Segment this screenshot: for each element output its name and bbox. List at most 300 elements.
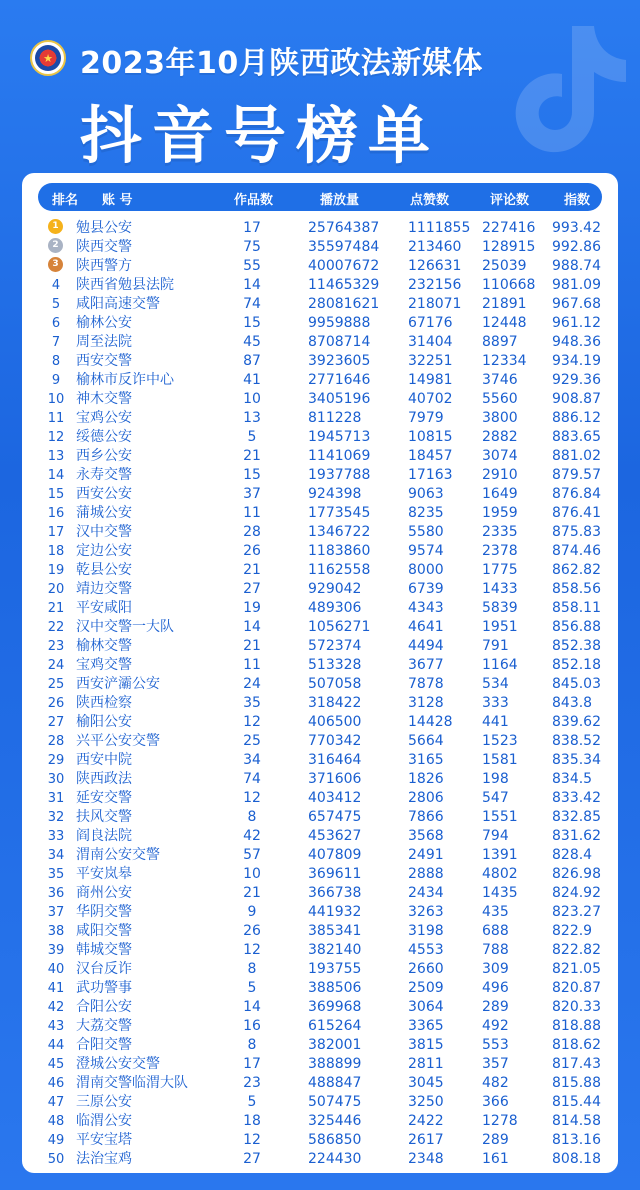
- works-cell: 5: [247, 1094, 257, 1110]
- rank-cell: 22: [47, 620, 65, 635]
- column-header-comments: 评论数: [490, 193, 530, 208]
- likes-cell: 3250: [408, 1094, 444, 1110]
- likes-cell: 31404: [408, 334, 453, 350]
- rank-cell: 14: [47, 468, 65, 483]
- plays-cell: 403412: [308, 790, 362, 806]
- comments-cell: 5560: [482, 391, 518, 407]
- plays-cell: 1056271: [308, 619, 371, 635]
- table-row: [22, 865, 618, 884]
- works-cell: 35: [243, 695, 261, 711]
- plays-cell: 615264: [308, 1018, 362, 1034]
- index-cell: 820.33: [552, 999, 601, 1015]
- plays-cell: 586850: [308, 1132, 362, 1148]
- account-name-cell: 神木交警: [76, 391, 132, 407]
- likes-cell: 1826: [408, 771, 444, 787]
- likes-cell: 7878: [408, 676, 444, 692]
- table-row: [22, 333, 618, 352]
- plays-cell: 224430: [308, 1151, 362, 1167]
- table-row: [22, 656, 618, 675]
- works-cell: 87: [243, 353, 261, 369]
- rank-cell: 18: [47, 544, 65, 559]
- rank-cell: 32: [47, 810, 65, 825]
- plays-cell: 924398: [308, 486, 362, 502]
- rank-cell: 36: [47, 886, 65, 901]
- table-row: [22, 846, 618, 865]
- comments-cell: 1435: [482, 885, 518, 901]
- comments-cell: 309: [482, 961, 509, 977]
- likes-cell: 2348: [408, 1151, 444, 1167]
- rank-cell: 47: [47, 1095, 65, 1110]
- index-cell: 948.36: [552, 334, 601, 350]
- comments-cell: 1551: [482, 809, 518, 825]
- likes-cell: 2422: [408, 1113, 444, 1129]
- plays-cell: 388506: [308, 980, 362, 996]
- plays-cell: 11465329: [308, 277, 380, 293]
- likes-cell: 3568: [408, 828, 444, 844]
- account-name-cell: 扶风交警: [76, 809, 132, 825]
- works-cell: 28: [243, 524, 261, 540]
- table-row: [22, 504, 618, 523]
- index-cell: 823.27: [552, 904, 601, 920]
- plays-cell: 453627: [308, 828, 362, 844]
- works-cell: 14: [243, 277, 261, 293]
- account-name-cell: 三原公安: [76, 1094, 132, 1110]
- likes-cell: 232156: [408, 277, 462, 293]
- account-name-cell: 韩城交警: [76, 942, 132, 958]
- index-cell: 845.03: [552, 676, 601, 692]
- table-row: [22, 561, 618, 580]
- account-name-cell: 靖边交警: [76, 581, 132, 597]
- page-title: 2023年10月陕西政法新媒体: [80, 46, 483, 81]
- table-row: [22, 1055, 618, 1074]
- plays-cell: 929042: [308, 581, 362, 597]
- likes-cell: 2434: [408, 885, 444, 901]
- table-row: [22, 675, 618, 694]
- comments-cell: 435: [482, 904, 509, 920]
- rank-cell: 33: [47, 829, 65, 844]
- works-cell: 8: [247, 809, 257, 825]
- comments-cell: 1433: [482, 581, 518, 597]
- works-cell: 12: [243, 714, 261, 730]
- index-cell: 961.12: [552, 315, 601, 331]
- plays-cell: 2771646: [308, 372, 371, 388]
- account-name-cell: 榆林市反诈中心: [76, 372, 174, 388]
- plays-cell: 1162558: [308, 562, 371, 578]
- comments-cell: 110668: [482, 277, 536, 293]
- works-cell: 27: [243, 581, 261, 597]
- rank-cell: 45: [47, 1057, 65, 1072]
- comments-cell: 128915: [482, 239, 536, 255]
- works-cell: 11: [243, 657, 261, 673]
- table-header: [38, 183, 602, 211]
- account-name-cell: 勉县公安: [76, 220, 132, 236]
- account-name-cell: 陕西警方: [76, 258, 132, 274]
- plays-cell: 489306: [308, 600, 362, 616]
- table-row: [22, 1093, 618, 1112]
- likes-cell: 4494: [408, 638, 444, 654]
- rank-cell: 34: [47, 848, 65, 863]
- table-row: [22, 694, 618, 713]
- rank-cell: 23: [47, 639, 65, 654]
- plays-cell: 40007672: [308, 258, 380, 274]
- comments-cell: 1775: [482, 562, 518, 578]
- comments-cell: 1391: [482, 847, 518, 863]
- comments-cell: 227416: [482, 220, 536, 236]
- index-cell: 813.16: [552, 1132, 601, 1148]
- likes-cell: 4641: [408, 619, 444, 635]
- works-cell: 26: [243, 923, 261, 939]
- works-cell: 10: [243, 866, 261, 882]
- comments-cell: 25039: [482, 258, 527, 274]
- likes-cell: 2491: [408, 847, 444, 863]
- plays-cell: 441932: [308, 904, 362, 920]
- likes-cell: 8000: [408, 562, 444, 578]
- column-header-rank: 排名: [52, 193, 79, 208]
- silver-medal-icon: 2: [48, 238, 63, 253]
- account-name-cell: 阎良法院: [76, 828, 132, 844]
- column-header-account: 账 号: [102, 193, 133, 208]
- account-name-cell: 汉台反诈: [76, 961, 132, 977]
- index-cell: 832.85: [552, 809, 601, 825]
- likes-cell: 17163: [408, 467, 453, 483]
- comments-cell: 12448: [482, 315, 527, 331]
- comments-cell: 4802: [482, 866, 518, 882]
- works-cell: 75: [243, 239, 261, 255]
- index-cell: 992.86: [552, 239, 601, 255]
- table-row: [22, 428, 618, 447]
- account-name-cell: 乾县公安: [76, 562, 132, 578]
- works-cell: 11: [243, 505, 261, 521]
- plays-cell: 3405196: [308, 391, 371, 407]
- comments-cell: 788: [482, 942, 509, 958]
- comments-cell: 791: [482, 638, 509, 654]
- index-cell: 934.19: [552, 353, 601, 369]
- comments-cell: 289: [482, 1132, 509, 1148]
- table-row: [22, 257, 618, 276]
- works-cell: 12: [243, 1132, 261, 1148]
- likes-cell: 5580: [408, 524, 444, 540]
- index-cell: 879.57: [552, 467, 601, 483]
- rank-cell: 21: [47, 601, 65, 616]
- table-row: [22, 295, 618, 314]
- rank-cell: 4: [51, 278, 61, 293]
- plays-cell: 513328: [308, 657, 362, 673]
- table-row: [22, 713, 618, 732]
- works-cell: 21: [243, 448, 261, 464]
- index-cell: 874.46: [552, 543, 601, 559]
- account-name-cell: 汉中交警: [76, 524, 132, 540]
- table-row: [22, 1112, 618, 1131]
- index-cell: 883.65: [552, 429, 601, 445]
- index-cell: 881.02: [552, 448, 601, 464]
- rank-cell: 49: [47, 1133, 65, 1148]
- account-name-cell: 定边公安: [76, 543, 132, 559]
- plays-cell: 35597484: [308, 239, 380, 255]
- plays-cell: 28081621: [308, 296, 380, 312]
- index-cell: 820.87: [552, 980, 601, 996]
- table-row: [22, 732, 618, 751]
- likes-cell: 3198: [408, 923, 444, 939]
- table-row: [22, 466, 618, 485]
- account-name-cell: 咸阳交警: [76, 923, 132, 939]
- plays-cell: 316464: [308, 752, 362, 768]
- account-name-cell: 法治宝鸡: [76, 1151, 132, 1167]
- comments-cell: 198: [482, 771, 509, 787]
- plays-cell: 1945713: [308, 429, 371, 445]
- table-row: [22, 1036, 618, 1055]
- account-name-cell: 西安浐灞公安: [76, 676, 160, 692]
- works-cell: 24: [243, 676, 261, 692]
- rank-cell: 30: [47, 772, 65, 787]
- index-cell: 822.9: [552, 923, 593, 939]
- rank-cell: 25: [47, 677, 65, 692]
- account-name-cell: 榆阳公安: [76, 714, 132, 730]
- index-cell: 843.8: [552, 695, 593, 711]
- works-cell: 37: [243, 486, 261, 502]
- index-cell: 875.83: [552, 524, 601, 540]
- comments-cell: 3746: [482, 372, 518, 388]
- rank-cell: 19: [47, 563, 65, 578]
- comments-cell: 1959: [482, 505, 518, 521]
- plays-cell: 366738: [308, 885, 362, 901]
- account-name-cell: 陕西交警: [76, 239, 132, 255]
- likes-cell: 3263: [408, 904, 444, 920]
- likes-cell: 1111855: [408, 220, 471, 236]
- works-cell: 21: [243, 638, 261, 654]
- plays-cell: 382140: [308, 942, 362, 958]
- table-row: [22, 1131, 618, 1150]
- gold-medal-icon: 1: [48, 219, 63, 234]
- rank-cell: 12: [47, 430, 65, 445]
- works-cell: 14: [243, 999, 261, 1015]
- plays-cell: 1141069: [308, 448, 371, 464]
- likes-cell: 218071: [408, 296, 462, 312]
- table-row: [22, 1017, 618, 1036]
- table-row: [22, 390, 618, 409]
- comments-cell: 1164: [482, 657, 518, 673]
- rank-cell: 13: [47, 449, 65, 464]
- index-cell: 838.52: [552, 733, 601, 749]
- table-row: [22, 580, 618, 599]
- index-cell: 808.18: [552, 1151, 601, 1167]
- plays-cell: 488847: [308, 1075, 362, 1091]
- plays-cell: 657475: [308, 809, 362, 825]
- plays-cell: 318422: [308, 695, 362, 711]
- table-row: [22, 1074, 618, 1093]
- table-body: [22, 219, 618, 1169]
- table-row: [22, 485, 618, 504]
- column-header-works: 作品数: [234, 193, 274, 208]
- comments-cell: 8897: [482, 334, 518, 350]
- works-cell: 21: [243, 562, 261, 578]
- plays-cell: 369968: [308, 999, 362, 1015]
- plays-cell: 1183860: [308, 543, 371, 559]
- table-row: [22, 314, 618, 333]
- table-row: [22, 960, 618, 979]
- likes-cell: 4553: [408, 942, 444, 958]
- table-row: [22, 770, 618, 789]
- comments-cell: 1523: [482, 733, 518, 749]
- index-cell: 818.88: [552, 1018, 601, 1034]
- comments-cell: 496: [482, 980, 509, 996]
- table-row: [22, 599, 618, 618]
- likes-cell: 2811: [408, 1056, 444, 1072]
- rank-cell: 24: [47, 658, 65, 673]
- plays-cell: 388899: [308, 1056, 362, 1072]
- comments-cell: 2335: [482, 524, 518, 540]
- index-cell: 988.74: [552, 258, 601, 274]
- plays-cell: 507475: [308, 1094, 362, 1110]
- index-cell: 814.58: [552, 1113, 601, 1129]
- works-cell: 5: [247, 980, 257, 996]
- table-row: [22, 542, 618, 561]
- likes-cell: 32251: [408, 353, 453, 369]
- comments-cell: 357: [482, 1056, 509, 1072]
- account-name-cell: 永寿交警: [76, 467, 132, 483]
- comments-cell: 3074: [482, 448, 518, 464]
- likes-cell: 3365: [408, 1018, 444, 1034]
- account-name-cell: 渭南公安交警: [76, 847, 160, 863]
- rank-cell: 29: [47, 753, 65, 768]
- rank-cell: 27: [47, 715, 65, 730]
- plays-cell: 406500: [308, 714, 362, 730]
- index-cell: 852.18: [552, 657, 601, 673]
- bronze-medal-icon: 3: [48, 257, 63, 272]
- table-row: [22, 751, 618, 770]
- comments-cell: 5839: [482, 600, 518, 616]
- works-cell: 57: [243, 847, 261, 863]
- works-cell: 15: [243, 467, 261, 483]
- index-cell: 831.62: [552, 828, 601, 844]
- rank-cell: 44: [47, 1038, 65, 1053]
- likes-cell: 3045: [408, 1075, 444, 1091]
- table-row: [22, 808, 618, 827]
- rank-cell: 20: [47, 582, 65, 597]
- account-name-cell: 西安交警: [76, 353, 132, 369]
- index-cell: 852.38: [552, 638, 601, 654]
- rank-cell: 37: [47, 905, 65, 920]
- likes-cell: 7979: [408, 410, 444, 426]
- works-cell: 17: [243, 1056, 261, 1072]
- account-name-cell: 宝鸡交警: [76, 657, 132, 673]
- works-cell: 74: [243, 771, 261, 787]
- rank-cell: 6: [51, 316, 61, 331]
- rank-cell: 26: [47, 696, 65, 711]
- plays-cell: 371606: [308, 771, 362, 787]
- index-cell: 886.12: [552, 410, 601, 426]
- comments-cell: 2910: [482, 467, 518, 483]
- account-name-cell: 兴平公安交警: [76, 733, 160, 749]
- plays-cell: 3923605: [308, 353, 371, 369]
- works-cell: 9: [247, 904, 257, 920]
- comments-cell: 289: [482, 999, 509, 1015]
- works-cell: 41: [243, 372, 261, 388]
- comments-cell: 2378: [482, 543, 518, 559]
- account-name-cell: 平安岚皋: [76, 866, 132, 882]
- works-cell: 42: [243, 828, 261, 844]
- likes-cell: 14981: [408, 372, 453, 388]
- comments-cell: 553: [482, 1037, 509, 1053]
- comments-cell: 482: [482, 1075, 509, 1091]
- index-cell: 839.62: [552, 714, 601, 730]
- likes-cell: 213460: [408, 239, 462, 255]
- plays-cell: 193755: [308, 961, 362, 977]
- plays-cell: 1346722: [308, 524, 371, 540]
- likes-cell: 2617: [408, 1132, 444, 1148]
- rank-cell: 9: [51, 373, 61, 388]
- account-name-cell: 华阴交警: [76, 904, 132, 920]
- likes-cell: 67176: [408, 315, 453, 331]
- index-cell: 828.4: [552, 847, 593, 863]
- works-cell: 23: [243, 1075, 261, 1091]
- likes-cell: 6739: [408, 581, 444, 597]
- index-cell: 826.98: [552, 866, 601, 882]
- plays-cell: 507058: [308, 676, 362, 692]
- works-cell: 16: [243, 1018, 261, 1034]
- account-name-cell: 周至法院: [76, 334, 132, 350]
- works-cell: 19: [243, 600, 261, 616]
- index-cell: 834.5: [552, 771, 593, 787]
- plays-cell: 9959888: [308, 315, 371, 331]
- likes-cell: 9063: [408, 486, 444, 502]
- comments-cell: 161: [482, 1151, 509, 1167]
- table-row: [22, 618, 618, 637]
- table-row: [22, 523, 618, 542]
- ranking-table: [22, 173, 618, 1173]
- account-name-cell: 陕西政法: [76, 771, 132, 787]
- rank-cell: 42: [47, 1000, 65, 1015]
- index-cell: 817.43: [552, 1056, 601, 1072]
- index-cell: 824.92: [552, 885, 601, 901]
- comments-cell: 366: [482, 1094, 509, 1110]
- plays-cell: 1773545: [308, 505, 371, 521]
- comments-cell: 12334: [482, 353, 527, 369]
- likes-cell: 3815: [408, 1037, 444, 1053]
- plays-cell: 407809: [308, 847, 362, 863]
- table-row: [22, 998, 618, 1017]
- plays-cell: 385341: [308, 923, 362, 939]
- works-cell: 15: [243, 315, 261, 331]
- likes-cell: 18457: [408, 448, 453, 464]
- table-row: [22, 922, 618, 941]
- rank-cell: 16: [47, 506, 65, 521]
- works-cell: 5: [247, 429, 257, 445]
- works-cell: 17: [243, 220, 261, 236]
- table-row: [22, 827, 618, 846]
- plays-cell: 770342: [308, 733, 362, 749]
- account-name-cell: 绥德公安: [76, 429, 132, 445]
- comments-cell: 1649: [482, 486, 518, 502]
- works-cell: 14: [243, 619, 261, 635]
- likes-cell: 3677: [408, 657, 444, 673]
- rank-cell: 28: [47, 734, 65, 749]
- likes-cell: 2509: [408, 980, 444, 996]
- index-cell: 821.05: [552, 961, 601, 977]
- index-cell: 862.82: [552, 562, 601, 578]
- table-row: [22, 352, 618, 371]
- likes-cell: 2888: [408, 866, 444, 882]
- rank-cell: 40: [47, 962, 65, 977]
- table-row: [22, 219, 618, 238]
- index-cell: 876.84: [552, 486, 601, 502]
- comments-cell: 1951: [482, 619, 518, 635]
- rank-cell: 46: [47, 1076, 65, 1091]
- table-row: [22, 409, 618, 428]
- likes-cell: 10815: [408, 429, 453, 445]
- account-name-cell: 榆林公安: [76, 315, 132, 331]
- account-name-cell: 咸阳高速交警: [76, 296, 160, 312]
- tiktok-logo-icon: [502, 16, 632, 156]
